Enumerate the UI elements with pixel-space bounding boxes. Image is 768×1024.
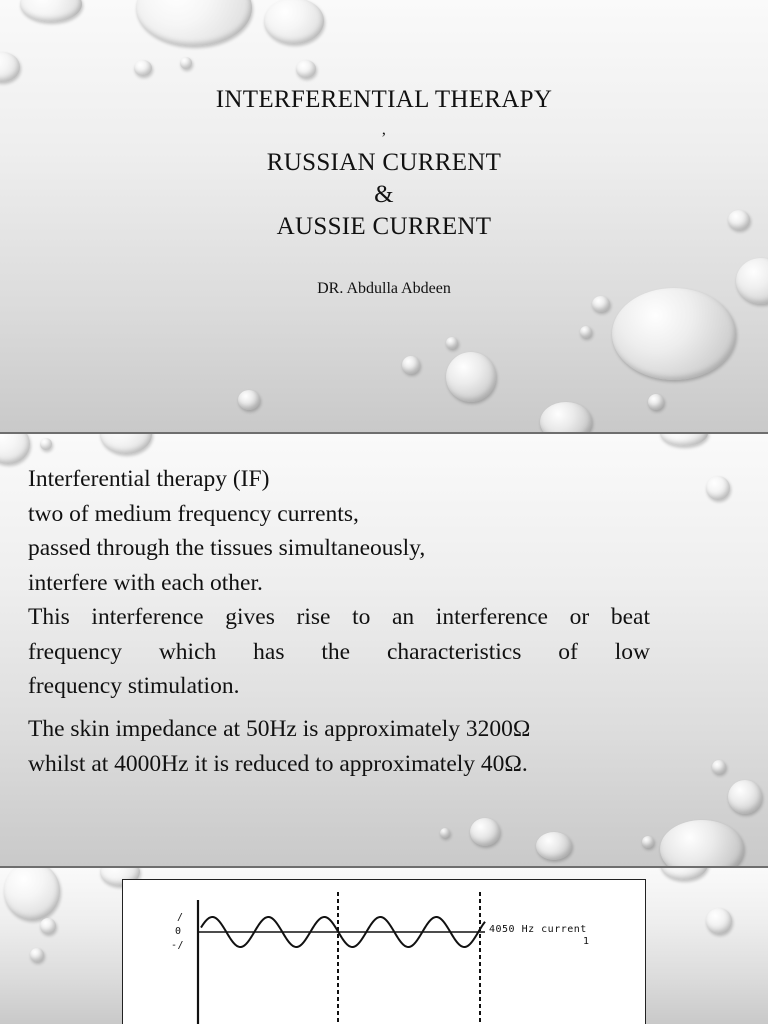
water-drop bbox=[712, 760, 726, 774]
water-drop bbox=[642, 836, 654, 848]
water-drop bbox=[402, 356, 420, 374]
water-drop bbox=[728, 780, 762, 814]
text-line: whilst at 4000Hz it is reduced to approximately 40Ω. bbox=[28, 750, 528, 777]
title-line-1: INTERFERENTIAL THERAPY bbox=[215, 86, 553, 113]
water-drop bbox=[20, 0, 82, 22]
impedance-description bbox=[28, 712, 650, 781]
if-description bbox=[28, 462, 650, 704]
title-line-3: & bbox=[374, 181, 394, 208]
water-drop bbox=[612, 288, 736, 380]
text-line: two of medium frequency currents, bbox=[28, 500, 359, 527]
text-line: frequency stimulation. bbox=[28, 673, 240, 699]
text-line: The skin impedance at 50Hz is approximately 3200Ω bbox=[28, 716, 531, 742]
water-drop bbox=[0, 434, 30, 464]
title-line-2: RUSSIAN CURRENT bbox=[266, 149, 502, 176]
text-line: passed through the tissues simultaneously, bbox=[28, 535, 426, 561]
water-drop bbox=[238, 390, 260, 410]
author-name: DR. Abdulla Abdeen bbox=[317, 280, 451, 297]
content-slide bbox=[0, 434, 768, 866]
interference-wave-figure bbox=[122, 879, 646, 1024]
water-drop bbox=[536, 832, 572, 860]
water-drop bbox=[4, 868, 60, 920]
water-drop bbox=[440, 828, 450, 838]
water-drop bbox=[648, 394, 664, 410]
water-drop bbox=[540, 402, 592, 432]
text-line: interfere with each other. bbox=[28, 569, 263, 596]
water-drop bbox=[40, 918, 56, 934]
text-line: Interferential therapy (IF) bbox=[28, 466, 270, 492]
diagram-slide bbox=[0, 868, 768, 1024]
water-drop bbox=[134, 60, 152, 76]
current-number: 1 bbox=[583, 936, 590, 947]
water-drop bbox=[296, 60, 316, 78]
title-comma: , bbox=[381, 121, 387, 138]
title-line-4: AUSSIE CURRENT bbox=[276, 213, 492, 240]
water-drop bbox=[660, 434, 708, 446]
wave-diagram bbox=[123, 880, 645, 1024]
text-line: frequency which has the characteristics of low bbox=[28, 638, 650, 665]
tick-label-top: / bbox=[177, 912, 184, 923]
water-drop bbox=[660, 820, 744, 866]
water-drop bbox=[580, 326, 592, 338]
water-drop bbox=[446, 352, 496, 402]
water-drop bbox=[0, 52, 20, 82]
water-drop bbox=[660, 868, 708, 880]
tick-label-bottom: -/ bbox=[171, 940, 185, 951]
water-drop bbox=[470, 818, 500, 846]
current-label: 4050 Hz current bbox=[489, 924, 587, 935]
water-drop bbox=[706, 476, 730, 500]
text-line: This interference gives rise to an interference or beat bbox=[28, 604, 650, 630]
water-drop bbox=[30, 948, 44, 962]
water-drop bbox=[706, 908, 732, 934]
water-drop bbox=[40, 438, 52, 450]
tick-label-zero: 0 bbox=[175, 926, 182, 937]
title-slide bbox=[0, 0, 768, 432]
water-drop bbox=[592, 296, 610, 312]
water-drop bbox=[100, 434, 152, 454]
water-drop bbox=[264, 0, 324, 44]
water-drop bbox=[136, 0, 252, 46]
water-drop bbox=[180, 57, 192, 69]
water-drop bbox=[446, 337, 458, 349]
